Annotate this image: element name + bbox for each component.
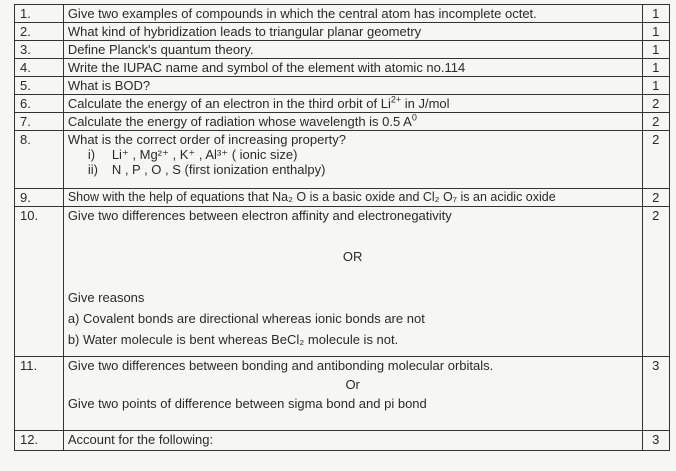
table-row xyxy=(15,357,670,431)
question-marks: 2 xyxy=(642,189,669,207)
question-number: 3. xyxy=(15,41,64,59)
question-marks: 1 xyxy=(642,5,669,23)
question-marks: 1 xyxy=(642,59,669,77)
question-number: 6. xyxy=(15,95,64,113)
question-number: 9. xyxy=(15,189,64,207)
alternate-question: Give two points of difference between sigma bond and pi bond xyxy=(67,396,427,411)
unit-superscript: 0 xyxy=(411,112,417,123)
question-number: 5. xyxy=(15,77,64,95)
question-text: What is the correct order of increasing property? xyxy=(67,132,346,147)
question-text xyxy=(63,113,642,131)
question-marks: 2 xyxy=(642,131,669,189)
question-text: Show with the help of equations that Na₂ O is a basic oxide and Cl₂ O₇ is an acidic oxide xyxy=(63,189,642,207)
question-text-part: in J/mol xyxy=(401,96,450,111)
question-text: Give two differences between electron affinity and electronegativity xyxy=(67,208,452,223)
table-row xyxy=(15,95,670,113)
table-row xyxy=(15,431,670,451)
question-marks: 2 xyxy=(642,113,669,131)
question-paper xyxy=(14,4,670,467)
question-number: 11. xyxy=(15,357,64,431)
sub-question-text: N , P , O , S (first ionization enthalpy) xyxy=(111,162,326,177)
question-cell xyxy=(63,207,642,357)
reason-item: a) Covalent bonds are directional whereas ionic bonds are not xyxy=(67,311,425,326)
question-marks: 3 xyxy=(642,357,669,431)
or-separator: Or xyxy=(345,377,360,392)
reasons-title: Give reasons xyxy=(67,290,145,305)
question-marks: 1 xyxy=(642,23,669,41)
question-number: 8. xyxy=(15,131,64,189)
table-row xyxy=(15,77,670,95)
question-number: 10. xyxy=(15,207,64,357)
table-row xyxy=(15,189,670,207)
table-row xyxy=(15,23,670,41)
question-number: 1. xyxy=(15,5,64,23)
sub-question-text: Li⁺ , Mg²⁺ , K⁺ , Al³⁺ ( ionic size) xyxy=(111,147,298,162)
question-number: 2. xyxy=(15,23,64,41)
question-text: Account for the following: xyxy=(63,431,642,451)
question-text-part: Calculate the energy of an electron in the third orbit of Li xyxy=(67,96,391,111)
or-separator: OR xyxy=(342,249,363,264)
question-text: Give two examples of compounds in which the central atom has incomplete octet. xyxy=(63,5,642,23)
question-text-part: Calculate the energy of radiation whose wavelength is 0.5 A xyxy=(67,114,412,129)
table-row xyxy=(15,5,670,23)
question-cell xyxy=(63,131,642,189)
question-marks: 1 xyxy=(642,41,669,59)
question-marks: 2 xyxy=(642,95,669,113)
question-text: Define Planck's quantum theory. xyxy=(63,41,642,59)
sub-question xyxy=(68,162,638,177)
question-number: 7. xyxy=(15,113,64,131)
question-marks: 1 xyxy=(642,77,669,95)
question-table xyxy=(14,4,670,451)
question-marks: 2 xyxy=(642,207,669,357)
table-row xyxy=(15,41,670,59)
question-text: What is BOD? xyxy=(63,77,642,95)
question-number: 4. xyxy=(15,59,64,77)
question-number: 12. xyxy=(15,431,64,451)
question-text: Write the IUPAC name and symbol of the element with atomic no.114 xyxy=(63,59,642,77)
charge-superscript: 2+ xyxy=(390,94,402,105)
sub-question-tag: i) xyxy=(87,147,96,162)
reason-item: b) Water molecule is bent whereas BeCl₂ molecule is not. xyxy=(67,332,399,347)
table-row xyxy=(15,131,670,189)
question-marks: 3 xyxy=(642,431,669,451)
question-text xyxy=(63,95,642,113)
question-text: Give two differences between bonding and antibonding molecular orbitals. xyxy=(67,358,494,373)
sub-question-tag: ii) xyxy=(87,162,98,177)
question-cell xyxy=(63,357,642,431)
question-text: What kind of hybridization leads to triangular planar geometry xyxy=(63,23,642,41)
sub-question xyxy=(68,147,638,162)
table-row xyxy=(15,59,670,77)
table-row xyxy=(15,207,670,357)
table-row xyxy=(15,113,670,131)
